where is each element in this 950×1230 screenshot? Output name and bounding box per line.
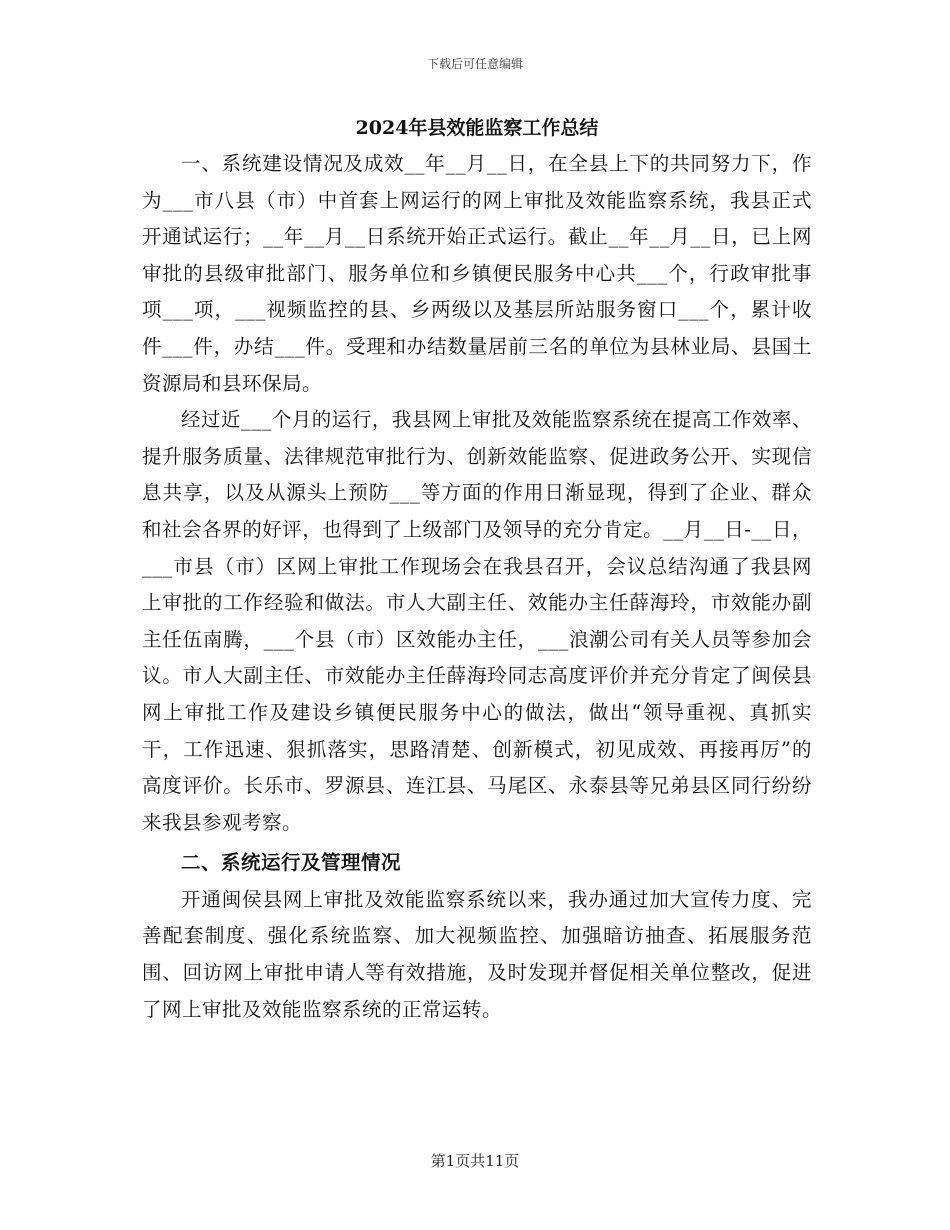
document-title: 2024年县效能监察工作总结: [355, 117, 599, 139]
page-number-footer: 第1页共11页: [430, 1152, 520, 1170]
page-header-note: 下载后可任意编辑: [426, 57, 523, 71]
section-heading-operation-management: 二、系统运行及管理情况: [181, 851, 402, 875]
document-body: [142, 110, 812, 1028]
paragraph-system-construction: 一、系统建设情况及成效__年__月__日，在全县上下的共同努力下，作为___市八县（市）中首套上网运行的网上审批及效能监察系统，我县正式开通试运行；__年__月__日系统开始正式运行。截止__年__月__日，已上网审批的县级审批部门、服务单位和乡镇便民服务中心共___个，行政审批事项___项，___视频监控的县、乡两级以及基层所站服务窗口___个，累计收件___件，办结___件。受理和办结数量居前三名的单位为县林业局、县国土资源局和县环保局。: [142, 152, 812, 395]
paragraph-operation-management: 开通闽侯县网上审批及效能监察系统以来，我办通过加大宣传力度、完善配套制度、强化系统监察、加大视频监控、加强暗访抽查、拓展服务范围、回访网上审批申请人等有效措施，及时发现并督促相关单位整改，促进了网上审批及效能监察系统的正常运转。: [142, 887, 812, 1021]
paragraph-operation-results: 经过近___个月的运行，我县网上审批及效能监察系统在提高工作效率、提升服务质量、法律规范审批行为、创新效能监察、促进政务公开、实现信息共享，以及从源头上预防___等方面的作用日渐显现，得到了企业、群众和社会各界的好评，也得到了上级部门及领导的充分肯定。__月__日-__日，___市县（市）区网上审批工作现场会在我县召开，会议总结沟通了我县网上审批的工作经验和做法。市人大副主任、效能办主任薛海玲，市效能办副主任伍南腾，___个县（市）区效能办主任，___浪潮公司有关人员等参加会议。市人大副主任、市效能办主任薛海玲同志高度评价并充分肯定了闽侯县网上审批工作及建设乡镇便民服务中心的做法，做出“领导重视、真抓实干，工作迅速、狠抓落实，思路清楚、创新模式，初见成效、再接再厉”的高度评价。长乐市、罗源县、连江县、马尾区、永泰县等兄弟县区同行纷纷来我县参观考察。: [142, 408, 812, 834]
